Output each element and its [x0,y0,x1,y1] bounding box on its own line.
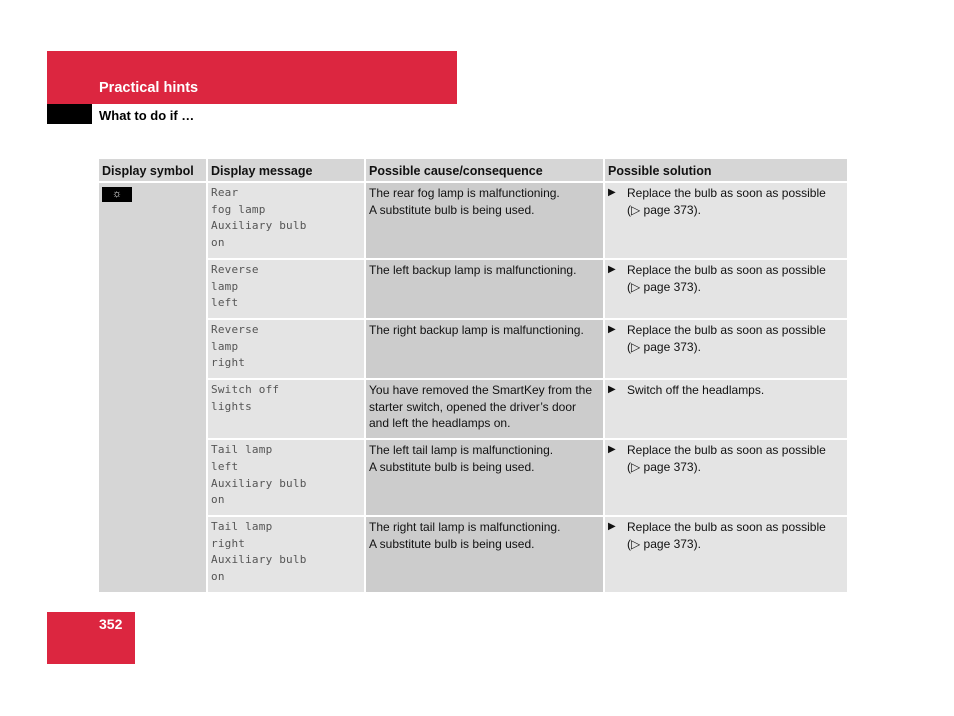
cause-line: A substitute bulb is being used. [369,536,535,551]
display-message-line: fog lamp [211,202,266,216]
solution-cell [604,259,847,319]
cause-cell [365,259,604,319]
solution-cell [604,516,847,592]
display-message-line: Tail lamp [211,443,273,457]
bullet-arrow-icon: ▶ [608,444,616,456]
bullet-arrow-icon: ▶ [608,520,616,532]
chapter-tab-marker [47,104,92,124]
solution-line: Replace the bulb as soon as possible [627,322,826,337]
solution-line: Replace the bulb as soon as possible [627,262,826,277]
solution-line: (▷ page 373). [627,536,701,551]
display-message-line: Auxiliary bulb [211,553,307,567]
header-band [47,51,457,104]
display-message-cell [207,259,365,319]
solution-cell [604,319,847,379]
table-header-row [99,159,847,182]
table-row [99,182,847,259]
table-row [99,259,847,319]
cause-line: The rear fog lamp is malfunctioning. [369,186,560,200]
solution-line: Switch off the headlamps. [627,383,765,398]
display-message-line: lamp [211,339,239,353]
display-message-cell [207,182,365,259]
solution-cell [604,379,847,439]
display-message-line: lights [211,399,252,413]
display-symbol-cell [99,182,207,592]
cause-cell [365,439,604,516]
display-message-line: Switch off [211,383,280,397]
display-message-line: on [211,236,225,250]
solution-line: (▷ page 373). [627,279,701,294]
bullet-arrow-icon: ▶ [608,323,616,335]
column-header: Display message [207,159,365,182]
cause-cell [365,379,604,439]
bullet-arrow-icon: ▶ [608,384,616,396]
table-row [99,516,847,592]
solution-cell [604,439,847,516]
solution-line: (▷ page 373). [627,339,701,354]
table-row [99,379,847,439]
fog-lamp-icon: ☼ [102,187,132,202]
display-message-line: left [211,459,239,473]
display-message-cell [207,516,365,592]
display-message-line: right [211,356,246,370]
cause-line: starter switch, opened the driver’s door [369,399,576,414]
display-message-line: Tail lamp [211,519,273,533]
display-message-line: right [211,536,246,550]
table-row [99,319,847,379]
page-subtitle: What to do if … [99,108,195,123]
display-message-line: on [211,493,225,507]
display-messages-table [99,159,847,592]
cause-cell [365,516,604,592]
solution-line: (▷ page 373). [627,202,701,217]
display-message-cell [207,439,365,516]
cause-line: A substitute bulb is being used. [369,202,535,217]
solution-line: Replace the bulb as soon as possible [627,443,826,458]
display-message-line: Reverse [211,322,259,336]
bullet-arrow-icon: ▶ [608,263,616,275]
cause-line: The right tail lamp is malfunctioning. [369,519,561,534]
cause-cell [365,182,604,259]
display-message-line: Reverse [211,262,259,276]
solution-line: Replace the bulb as soon as possible [627,519,826,534]
column-header: Possible solution [604,159,847,182]
solution-cell [604,182,847,259]
solution-line: (▷ page 373). [627,459,701,474]
bullet-arrow-icon: ▶ [608,187,616,198]
cause-line: and left the headlamps on. [369,416,511,431]
page-number: 352 [99,616,123,632]
cause-cell [365,319,604,379]
cause-line: A substitute bulb is being used. [369,459,535,474]
display-message-line: Auxiliary bulb [211,476,307,490]
display-message-line: Auxiliary bulb [211,219,307,233]
table-row [99,439,847,516]
cause-line: The left backup lamp is malfunctioning. [369,262,577,277]
display-message-cell [207,319,365,379]
section-title: Practical hints [99,80,199,96]
display-message-line: on [211,570,225,584]
cause-line: The right backup lamp is malfunctioning. [369,322,584,337]
display-message-cell [207,379,365,439]
solution-line: Replace the bulb as soon as possible [627,186,826,200]
cause-line: You have removed the SmartKey from the [369,383,593,398]
display-message-line: Rear [211,186,239,199]
column-header: Possible cause/consequence [365,159,604,182]
display-message-line: left [211,296,239,310]
display-message-line: lamp [211,279,239,293]
cause-line: The left tail lamp is malfunctioning. [369,443,554,458]
column-header: Display symbol [99,159,207,182]
